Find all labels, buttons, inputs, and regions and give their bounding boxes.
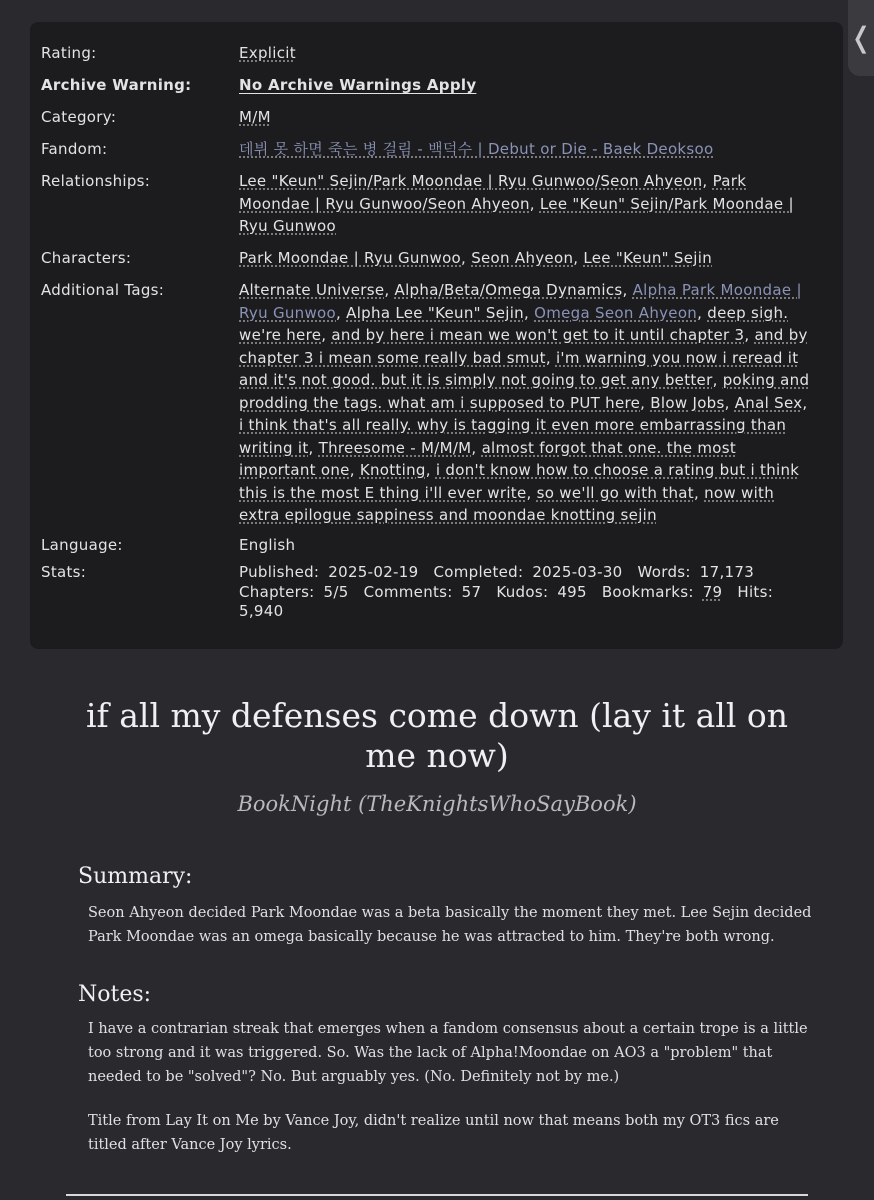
freeform-tag[interactable]: and by here i mean we won't get to it until chapter 3 [331,326,745,344]
completed-value: 2025-03-30 [532,563,623,581]
relationships-list: Lee "Keun" Sejin/Park Moondae | Ryu Gunwoo/Seon Ahyeon, Park Moondae | Ryu Gunwoo/Seon Ahyeon, Lee "Keun" Sejin/Park Moondae | Ryu Gunwoo [239,172,794,235]
kudos-label: Kudos: [496,582,549,601]
stats-label: Stats: [41,563,87,581]
freeform-tag[interactable]: Blow Jobs [650,393,725,412]
category-tag[interactable]: M/M [239,108,271,126]
characters-label: Characters: [41,249,132,267]
fandom-label: Fandom: [41,140,108,158]
freeform-tag[interactable]: Anal Sex [734,393,803,412]
relationship-tag[interactable]: Lee "Keun" Sejin/Park Moondae | Ryu Gunwoo/Seon Ahyeon [239,172,703,190]
language-label: Language: [41,536,123,554]
stats-block [239,563,814,622]
side-panel-toggle[interactable] [848,0,874,76]
words-label: Words: [637,563,691,581]
rating-tag[interactable]: Explicit [239,44,296,62]
comments-value: 57 [461,582,482,601]
freeform-tag[interactable]: Alternate Universe [239,281,385,299]
freeform-tag[interactable]: Threesome - M/M/M [318,438,472,457]
warning-tag[interactable]: No Archive Warnings Apply [239,76,477,94]
additional-tags-label: Additional Tags: [41,281,165,299]
divider [66,1194,808,1196]
freeform-tag[interactable]: Knotting [359,461,426,479]
summary-text: Seon Ahyeon decided Park Moondae was a beta basically the moment they met. Lee Sejin decided Park Moondae was an omega basically because he was attracted to him. They're both wrong. [88,905,812,945]
warning-label: Archive Warning: [41,76,192,94]
chevron-left-icon: ❬ [849,21,873,54]
relationships-label: Relationships: [41,172,151,190]
completed-label: Completed: [433,563,524,581]
rating-label: Rating: [41,44,97,62]
hits-label: Hits: [737,582,774,601]
relationship-tag[interactable]: Park Moondae | Ryu Gunwoo/Seon Ahyeon [239,172,747,213]
freeform-tag[interactable]: almost forgot that one. the most important one [239,438,737,479]
chapters-value: 5/5 [323,582,349,601]
freeform-tag[interactable]: so we'll go with that [536,483,694,502]
freeform-tag[interactable]: i'm warning you now i reread it and it's not good. but it is simply not going to get any better [239,348,799,389]
character-tag[interactable]: Seon Ahyeon [471,249,574,267]
freeform-tag[interactable]: i don't know how to choose a rating but i think this is the most E thing i'll ever write [239,461,800,502]
published-label: Published: [239,563,320,581]
hits-value: 5,940 [239,602,284,620]
language-value: English [239,536,296,554]
relationship-tag[interactable]: Lee "Keun" Sejin/Park Moondae | Ryu Gunwoo [239,194,794,235]
notes-heading: Notes: [78,982,152,1007]
freeform-tag[interactable]: Omega Seon Ahyeon [534,303,698,322]
bookmarks-link[interactable]: 79 [702,582,723,601]
additional-tags-list: Alternate Universe, Alpha/Beta/Omega Dynamics, Alpha Park Moondae | Ryu Gunwoo, Alpha Lee "Keun" Sejin, Omega Seon Ahyeon, deep sigh. we're here, and by here i mean we won't get to it until chapter 3, and by chapter 3 i mean some really bad smut, i'm warning you now i reread it and it's not good. but it is simply not going to get any better, poking and prodding the tags. what am i supposed to PUT here, Blow Jobs, Anal Sex, i think that's all really. why is tagging it even more embarrassing than writing it, Threesome - M/M/M, almost forgot that one. the most important one, Knotting, i don't know how to choose a rating but i think this is the most E thing i'll ever write, so we'll go with that, now with extra epilogue sappiness and moondae knotting sejin [239,281,810,524]
character-tag[interactable]: Lee "Keun" Sejin [583,249,712,267]
character-tag[interactable]: Park Moondae | Ryu Gunwoo [239,249,462,267]
notes-paragraph-1: I have a contrarian streak that emerges when a fandom consensus about a certain trope is a little too strong and it was triggered. So. Was the lack of Alpha!Moondae on AO3 a "problem" that needed to be "solved"? No. But arguably yes. (No. Definitely not by me.) [88,1021,808,1085]
fandom-tag[interactable]: 데뷔 못 하면 죽는 병 걸림 - 백덕수 | Debut or Die - Baek Deoksoo [239,140,714,158]
bookmarks-label: Bookmarks: [601,582,694,601]
work-author[interactable]: BookNight (TheKnightsWhoSayBook) [237,792,637,816]
published-value: 2025-02-19 [328,563,419,581]
work-title: if all my defenses come down (lay it all on me now) [85,696,789,775]
work-meta-box [30,22,843,649]
freeform-tag[interactable]: poking and prodding the tags. what am i supposed to PUT here [239,371,810,412]
comments-label: Comments: [363,582,453,601]
freeform-tag[interactable]: i think that's all really. why is tagging it even more embarrassing than writing it [239,416,787,457]
freeform-tag[interactable]: Alpha Park Moondae | Ryu Gunwoo [239,281,802,322]
words-value: 17,173 [699,563,755,581]
notes-paragraph-2: Title from Lay It on Me by Vance Joy, didn't realize until now that means both my OT3 fics are titled after Vance Joy lyrics. [88,1113,779,1153]
freeform-tag[interactable]: and by chapter 3 i mean some really bad smut [239,326,808,367]
freeform-tag[interactable]: deep sigh. we're here [239,303,789,344]
freeform-tag[interactable]: Alpha/Beta/Omega Dynamics [394,281,623,299]
chapters-label: Chapters: [239,582,315,601]
freeform-tag[interactable]: now with extra epilogue sappiness and moondae knotting sejin [239,483,775,524]
kudos-value: 495 [557,582,587,601]
freeform-tag[interactable]: Alpha Lee "Keun" Sejin [346,303,524,322]
characters-list: Park Moondae | Ryu Gunwoo, Seon Ahyeon, Lee "Keun" Sejin [239,249,712,267]
summary-heading: Summary: [78,864,193,889]
category-label: Category: [41,108,117,126]
